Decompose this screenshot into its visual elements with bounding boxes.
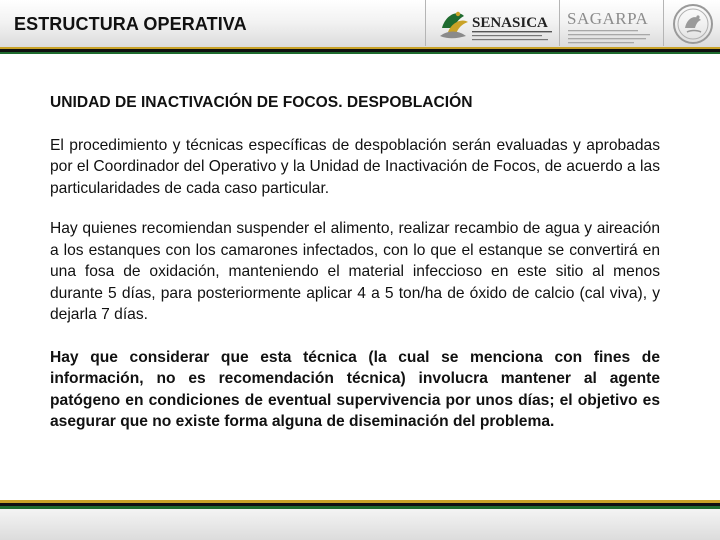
senasica-logo	[438, 6, 556, 44]
footer-band	[0, 509, 720, 540]
header-divider	[425, 0, 426, 46]
senasica-wordmark: SENASICA	[472, 15, 548, 31]
header-stripe-green	[0, 52, 720, 54]
main-content	[50, 92, 660, 433]
mexico-seal-icon	[671, 2, 715, 46]
header-bar	[0, 0, 720, 50]
header-divider	[559, 0, 560, 46]
sagarpa-logo	[564, 6, 656, 48]
header-divider	[663, 0, 664, 46]
senasica-emblem-icon	[440, 12, 468, 39]
section-heading: UNIDAD DE INACTIVACIÓN DE FOCOS. DESPOBLACIÓN	[50, 94, 473, 111]
paragraph-procedure: El procedimiento y técnicas específicas de despoblación serán evaluadas y aprobadas por el Coordinador del Operativo y la Unidad de Inactivación de Focos, de acuerdo a las particularidades de cada caso particular.	[50, 136, 660, 197]
page-title: ESTRUCTURA OPERATIVA	[14, 14, 247, 34]
sagarpa-wordmark: SAGARPA	[567, 9, 649, 28]
paragraph-recommendation: Hay quienes recomiendan suspender el alimento, realizar recambio de agua y aireación a los estanques con los camarones infectados, con lo que el estanque se convertirá en una fosa de oxidación, manteniendo el material infeccioso en este sitio al menos durante 5 días, para posteriormente aplicar 4 a 5 ton/ha de óxido de calcio (cal viva), y dejarla 7 días.	[50, 220, 660, 323]
paragraph-consideration: Hay que considerar que esta técnica (la cual se menciona con fines de información, no es recomendación técnica) involucra mantener al agente patógeno en condiciones de eventual supervivencia por unos días; el objetivo es asegurar que no existe forma alguna de diseminación del problema.	[50, 348, 660, 430]
